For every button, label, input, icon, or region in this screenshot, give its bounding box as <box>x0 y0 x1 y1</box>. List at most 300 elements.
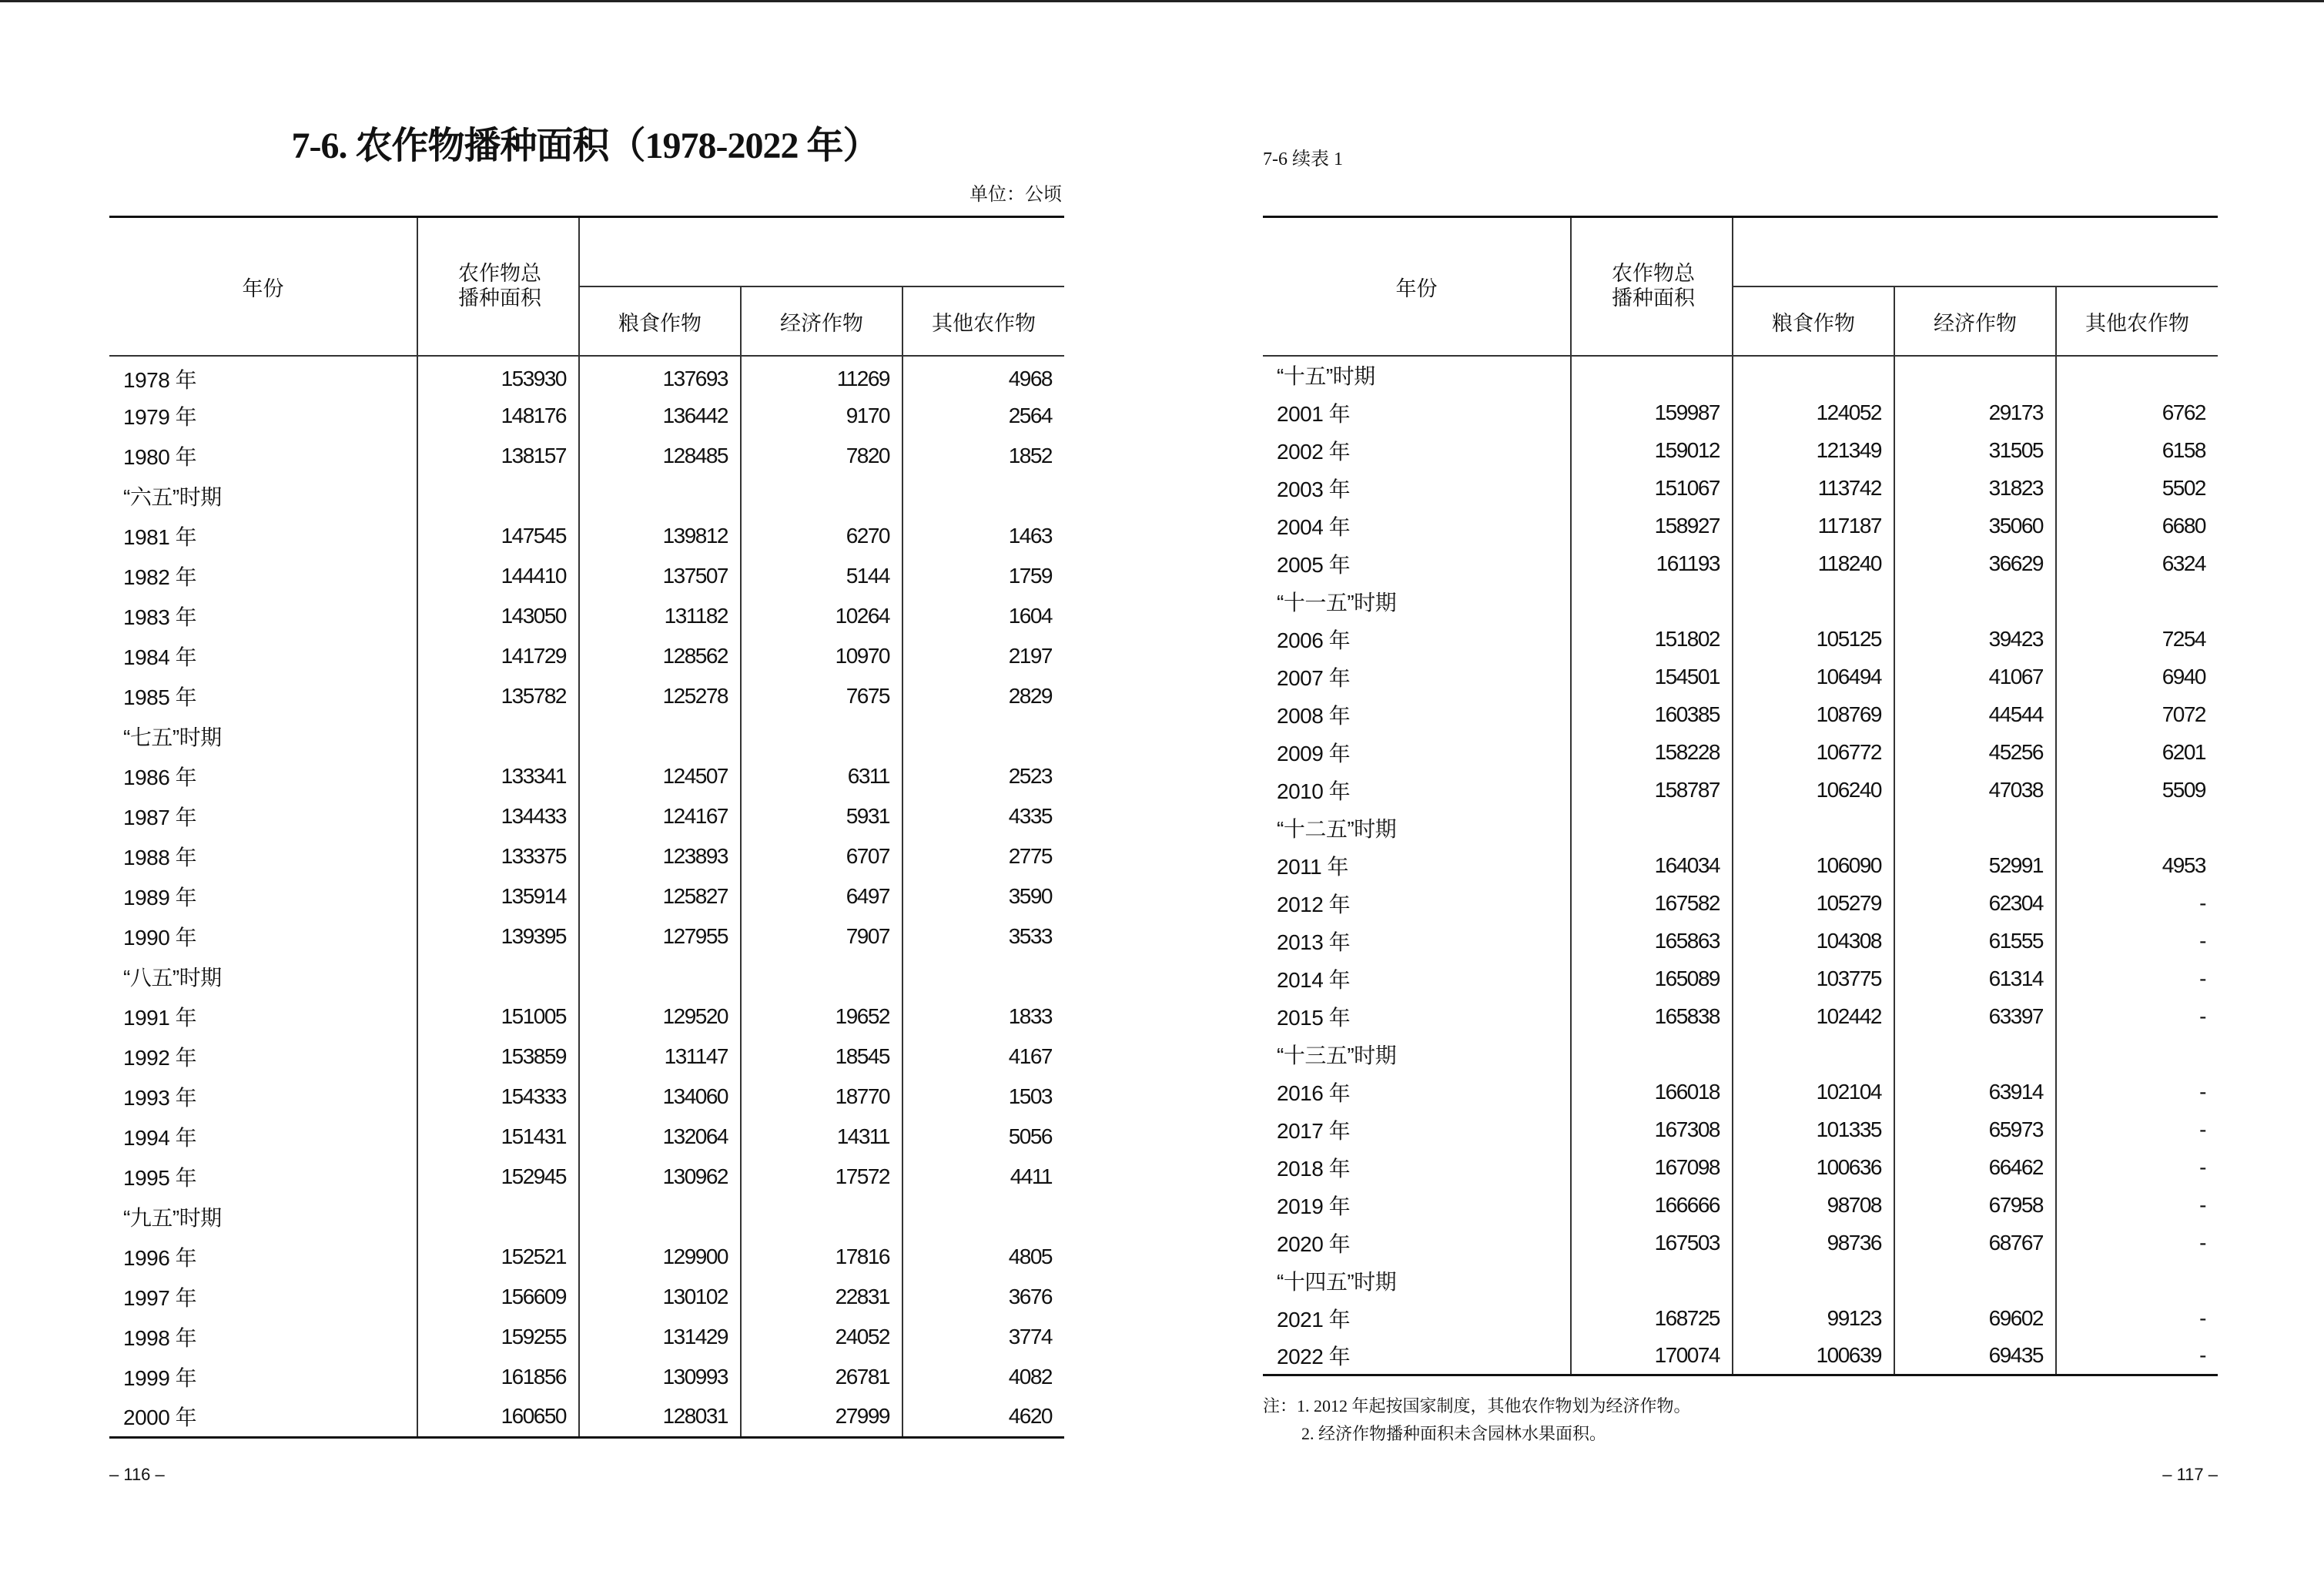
total-area-cell: 165838 <box>1571 997 1733 1035</box>
grain-cell: 130993 <box>579 1357 741 1397</box>
other-crop-cell: 6940 <box>2162 664 2205 688</box>
row-year: 1986 年 <box>109 756 417 796</box>
row-year: 1984 年 <box>109 636 417 676</box>
grain-cell: 131147 <box>579 1037 741 1077</box>
other-crop-cell: 4968 <box>1008 366 1052 390</box>
cash-crop-cell: 7907 <box>741 916 902 956</box>
period-label: “十四五”时期 <box>1263 1261 1571 1299</box>
table-row <box>1263 1299 2218 1337</box>
table-row <box>1263 922 2218 960</box>
other-crop-cell: 4167 <box>1008 1044 1052 1068</box>
row-year: 2006 年 <box>1263 620 1571 658</box>
grain-cell: 125278 <box>579 676 741 716</box>
cash-crop-cell: 17816 <box>741 1237 902 1277</box>
table-body-left <box>109 356 1064 1437</box>
other-crop-cell: 2775 <box>1008 844 1052 868</box>
right-page <box>1162 0 2324 1588</box>
cash-crop-cell: 67958 <box>1894 1186 2056 1224</box>
other-crop-cell: - <box>2199 1192 2205 1217</box>
table-row <box>1263 1337 2218 1375</box>
row-year: 2003 年 <box>1263 469 1571 507</box>
table-row <box>1263 1073 2218 1111</box>
total-area-cell: 139395 <box>417 916 579 956</box>
table-row <box>1263 771 2218 809</box>
cash-crop-cell: 10264 <box>741 596 902 636</box>
period-label: “十三五”时期 <box>1263 1035 1571 1073</box>
row-year: 1989 年 <box>109 876 417 916</box>
total-area-cell: 152521 <box>417 1237 579 1277</box>
total-area-cell: 153930 <box>417 356 579 396</box>
other-crop-cell: 2197 <box>1008 644 1052 668</box>
total-area-cell: 170074 <box>1571 1337 1733 1375</box>
other-crop-cell: - <box>2199 928 2205 953</box>
cash-crop-cell: 14311 <box>741 1117 902 1157</box>
grain-cell: 102442 <box>1733 997 1894 1035</box>
row-year: 1980 年 <box>109 436 417 476</box>
header-total-line1: 农作物总 <box>1612 262 1695 285</box>
table-row <box>1263 469 2218 507</box>
other-crop-cell: 6680 <box>2162 513 2205 538</box>
cash-crop-cell: 6311 <box>741 756 902 796</box>
row-year: 2005 年 <box>1263 544 1571 582</box>
total-area-cell: 165089 <box>1571 960 1733 997</box>
total-area-cell: 151005 <box>417 997 579 1037</box>
grain-cell: 137693 <box>579 356 741 396</box>
grain-cell <box>579 1197 741 1237</box>
grain-cell: 102104 <box>1733 1073 1894 1111</box>
other-crop-cell: 4953 <box>2162 853 2205 877</box>
other-crop-cell: - <box>2056 1337 2218 1375</box>
grain-cell: 131182 <box>579 596 741 636</box>
cash-crop-cell: 18770 <box>741 1077 902 1117</box>
row-year: 2011 年 <box>1263 846 1571 884</box>
table-row <box>1263 1186 2218 1224</box>
grain-cell: 128031 <box>579 1397 741 1437</box>
other-crop-cell <box>902 1197 1064 1237</box>
header-cash: 经济作物 <box>1894 286 2056 356</box>
grain-cell: 106494 <box>1733 658 1894 695</box>
table-row <box>1263 846 2218 884</box>
other-crop-cell: 6158 <box>2162 437 2205 462</box>
total-area-cell: 133341 <box>417 756 579 796</box>
table-row <box>109 396 1064 436</box>
total-area-cell <box>1571 1261 1733 1299</box>
total-area-cell: 164034 <box>1571 846 1733 884</box>
grain-cell: 99123 <box>1733 1299 1894 1337</box>
grain-cell: 118240 <box>1733 544 1894 582</box>
grain-cell: 106772 <box>1733 733 1894 771</box>
table-row <box>1263 1111 2218 1148</box>
grain-cell: 136442 <box>579 396 741 436</box>
table-row <box>109 916 1064 956</box>
cash-crop-cell: 5931 <box>741 796 902 836</box>
cash-crop-cell: 18545 <box>741 1037 902 1077</box>
cash-crop-cell: 7820 <box>741 436 902 476</box>
header-year: 年份 <box>1263 218 1571 356</box>
table-row <box>1263 394 2218 431</box>
row-year: 1994 年 <box>109 1117 417 1157</box>
grain-cell: 129520 <box>579 997 741 1037</box>
period-heading-row <box>1263 1035 2218 1073</box>
table-row <box>109 1397 1064 1437</box>
other-crop-cell: 3590 <box>1008 884 1052 908</box>
row-year: 1990 年 <box>109 916 417 956</box>
cash-crop-cell: 10970 <box>741 636 902 676</box>
other-crop-cell: 1503 <box>1008 1084 1052 1108</box>
row-year: 2007 年 <box>1263 658 1571 695</box>
grain-cell: 106240 <box>1733 771 1894 809</box>
grain-cell: 100636 <box>1733 1148 1894 1186</box>
cash-crop-cell: 24052 <box>741 1317 902 1357</box>
grain-cell: 127955 <box>579 916 741 956</box>
other-crop-cell: 2523 <box>1008 764 1052 788</box>
table-row <box>109 1317 1064 1357</box>
cash-crop-cell: 7675 <box>741 676 902 716</box>
period-heading-row <box>109 1197 1064 1237</box>
grain-cell <box>1733 582 1894 620</box>
total-area-cell: 160385 <box>1571 695 1733 733</box>
table-row <box>109 836 1064 876</box>
cash-crop-cell: 63914 <box>1894 1073 2056 1111</box>
row-year: 2009 年 <box>1263 733 1571 771</box>
total-area-cell: 151067 <box>1571 469 1733 507</box>
total-area-cell <box>1571 582 1733 620</box>
total-area-cell: 144410 <box>417 556 579 596</box>
cash-crop-cell: 27999 <box>741 1397 902 1437</box>
other-crop-cell <box>2056 809 2218 846</box>
total-area-cell: 151802 <box>1571 620 1733 658</box>
row-year: 1988 年 <box>109 836 417 876</box>
other-crop-cell: 7254 <box>2162 626 2205 651</box>
grain-cell: 131429 <box>579 1317 741 1357</box>
other-crop-cell: 3676 <box>1008 1285 1052 1308</box>
period-heading-row <box>109 956 1064 997</box>
total-area-cell: 135914 <box>417 876 579 916</box>
other-crop-cell: 4411 <box>1010 1164 1052 1188</box>
cash-crop-cell <box>741 956 902 997</box>
total-area-cell: 161193 <box>1571 544 1733 582</box>
grain-cell: 113742 <box>1733 469 1894 507</box>
other-crop-cell: - <box>2199 1305 2205 1330</box>
grain-cell: 103775 <box>1733 960 1894 997</box>
other-crop-cell: 5056 <box>1008 1124 1052 1148</box>
grain-cell: 104308 <box>1733 922 1894 960</box>
cash-crop-cell <box>741 716 902 756</box>
row-year: 2010 年 <box>1263 771 1571 809</box>
grain-cell: 124052 <box>1733 394 1894 431</box>
table-row <box>1263 431 2218 469</box>
grain-cell: 117187 <box>1733 507 1894 544</box>
other-crop-cell: 3774 <box>1008 1325 1052 1348</box>
cash-crop-cell: 35060 <box>1894 507 2056 544</box>
grain-cell: 108769 <box>1733 695 1894 733</box>
row-year: 2012 年 <box>1263 884 1571 922</box>
other-crop-cell: 4620 <box>902 1397 1064 1437</box>
total-area-cell: 156609 <box>417 1277 579 1317</box>
grain-cell: 130962 <box>579 1157 741 1197</box>
grain-cell <box>1733 1035 1894 1073</box>
period-label: “九五”时期 <box>109 1197 417 1237</box>
grain-cell: 121349 <box>1733 431 1894 469</box>
total-area-cell: 165863 <box>1571 922 1733 960</box>
cash-crop-cell: 31823 <box>1894 469 2056 507</box>
table-row <box>1263 960 2218 997</box>
row-year: 2021 年 <box>1263 1299 1571 1337</box>
total-area-cell: 159012 <box>1571 431 1733 469</box>
cash-crop-cell <box>1894 582 2056 620</box>
grain-cell: 124507 <box>579 756 741 796</box>
header-total-line2: 播种面积 <box>1612 286 1695 310</box>
cash-crop-cell <box>1894 356 2056 394</box>
total-area-cell: 159255 <box>417 1317 579 1357</box>
total-area-cell <box>1571 809 1733 846</box>
total-area-cell: 158787 <box>1571 771 1733 809</box>
row-year: 2018 年 <box>1263 1148 1571 1186</box>
grain-cell: 128485 <box>579 436 741 476</box>
cash-crop-cell: 6497 <box>741 876 902 916</box>
grain-cell <box>579 956 741 997</box>
cash-crop-cell: 61314 <box>1894 960 2056 997</box>
footnote-2: 2. 经济作物播种面积未含园林水果面积。 <box>1301 1424 1607 1443</box>
other-crop-cell: 5509 <box>2162 777 2205 802</box>
total-area-cell: 151431 <box>417 1117 579 1157</box>
other-crop-cell: 4335 <box>1008 804 1052 828</box>
grain-cell: 105125 <box>1733 620 1894 658</box>
grain-cell: 137507 <box>579 556 741 596</box>
cash-crop-cell <box>741 1197 902 1237</box>
header-grain: 粮食作物 <box>1733 286 1894 356</box>
period-heading-row <box>1263 809 2218 846</box>
other-crop-cell <box>2056 582 2218 620</box>
table-row <box>1263 1224 2218 1261</box>
total-area-cell: 159987 <box>1571 394 1733 431</box>
row-year: 1979 年 <box>109 396 417 436</box>
total-area-cell: 138157 <box>417 436 579 476</box>
grain-cell: 98708 <box>1733 1186 1894 1224</box>
row-year: 1995 年 <box>109 1157 417 1197</box>
period-heading-row <box>109 716 1064 756</box>
row-year: 1982 年 <box>109 556 417 596</box>
period-label: “十五”时期 <box>1263 356 1571 394</box>
cash-crop-cell: 31505 <box>1894 431 2056 469</box>
row-year: 2001 年 <box>1263 394 1571 431</box>
total-area-cell: 154501 <box>1571 658 1733 695</box>
cash-crop-cell: 62304 <box>1894 884 2056 922</box>
cash-crop-cell: 52991 <box>1894 846 2056 884</box>
other-crop-cell: 1604 <box>1008 604 1052 628</box>
period-label: “八五”时期 <box>109 956 417 997</box>
row-year: 2013 年 <box>1263 922 1571 960</box>
table-row <box>1263 733 2218 771</box>
grain-cell <box>1733 356 1894 394</box>
grain-cell: 98736 <box>1733 1224 1894 1261</box>
cash-crop-cell: 47038 <box>1894 771 2056 809</box>
total-area-cell: 167098 <box>1571 1148 1733 1186</box>
table-row <box>109 596 1064 636</box>
table-row <box>109 636 1064 676</box>
other-crop-cell <box>902 476 1064 516</box>
row-year: 1999 年 <box>109 1357 417 1397</box>
total-area-cell: 133375 <box>417 836 579 876</box>
grain-cell: 128562 <box>579 636 741 676</box>
row-year: 2014 年 <box>1263 960 1571 997</box>
period-label: “六五”时期 <box>109 476 417 516</box>
table-row <box>1263 997 2218 1035</box>
row-year: 1993 年 <box>109 1077 417 1117</box>
cash-crop-cell: 9170 <box>741 396 902 436</box>
cash-crop-cell: 66462 <box>1894 1148 2056 1186</box>
grain-cell <box>1733 809 1894 846</box>
other-crop-cell: 2564 <box>1008 404 1052 427</box>
grain-cell: 139812 <box>579 516 741 556</box>
total-area-cell: 152945 <box>417 1157 579 1197</box>
other-crop-cell: - <box>2199 890 2205 915</box>
total-area-cell: 153859 <box>417 1037 579 1077</box>
grain-cell: 125827 <box>579 876 741 916</box>
cash-crop-cell: 29173 <box>1894 394 2056 431</box>
grain-cell: 134060 <box>579 1077 741 1117</box>
total-area-cell: 141729 <box>417 636 579 676</box>
table-row <box>109 436 1064 476</box>
period-label: “七五”时期 <box>109 716 417 756</box>
table-row <box>1263 695 2218 733</box>
grain-cell <box>579 476 741 516</box>
total-area-cell: 166666 <box>1571 1186 1733 1224</box>
other-crop-cell: 4082 <box>1008 1365 1052 1389</box>
cash-crop-cell: 61555 <box>1894 922 2056 960</box>
table-row <box>1263 507 2218 544</box>
other-crop-cell <box>902 716 1064 756</box>
row-year: 2017 年 <box>1263 1111 1571 1148</box>
total-area-cell: 160650 <box>417 1397 579 1437</box>
table-row <box>109 676 1064 716</box>
header-total-line2: 播种面积 <box>458 286 541 310</box>
other-crop-cell <box>2056 1035 2218 1073</box>
row-year: 1983 年 <box>109 596 417 636</box>
period-heading-row <box>1263 582 2218 620</box>
grain-cell: 101335 <box>1733 1111 1894 1148</box>
data-table-right <box>1263 216 2218 1376</box>
total-area-cell <box>1571 1035 1733 1073</box>
other-crop-cell: 1463 <box>1008 524 1052 548</box>
total-area-cell: 158228 <box>1571 733 1733 771</box>
header-total-area <box>1571 218 1733 356</box>
other-crop-cell: 6201 <box>2162 739 2205 764</box>
total-area-cell: 167582 <box>1571 884 1733 922</box>
cash-crop-cell: 69602 <box>1894 1299 2056 1337</box>
row-year: 2004 年 <box>1263 507 1571 544</box>
period-heading-row <box>1263 1261 2218 1299</box>
page-number: – 117 – <box>2162 1465 2218 1484</box>
table-row <box>109 1237 1064 1277</box>
header-total-area <box>417 218 579 356</box>
total-area-cell <box>417 716 579 756</box>
grain-cell: 106090 <box>1733 846 1894 884</box>
other-crop-cell: 1759 <box>1008 564 1052 588</box>
table-row <box>1263 1148 2218 1186</box>
grain-cell: 124167 <box>579 796 741 836</box>
crop-area-table-continued <box>1263 216 2218 1376</box>
total-area-cell: 167503 <box>1571 1224 1733 1261</box>
header-grain: 粮食作物 <box>579 286 741 356</box>
total-area-cell: 168725 <box>1571 1299 1733 1337</box>
other-crop-cell: 6762 <box>2162 400 2205 424</box>
cash-crop-cell: 63397 <box>1894 997 2056 1035</box>
other-crop-cell: - <box>2199 1230 2205 1255</box>
cash-crop-cell: 69435 <box>1894 1337 2056 1375</box>
row-year: 1992 年 <box>109 1037 417 1077</box>
row-year: 1981 年 <box>109 516 417 556</box>
footnotes <box>1263 1392 1691 1448</box>
grain-cell: 100639 <box>1733 1337 1894 1375</box>
row-year: 1991 年 <box>109 997 417 1037</box>
table-row <box>109 1157 1064 1197</box>
cash-crop-cell <box>741 476 902 516</box>
header-cash: 经济作物 <box>741 286 902 356</box>
table-row <box>109 1277 1064 1317</box>
page-number: – 116 – <box>109 1465 165 1484</box>
cash-crop-cell: 45256 <box>1894 733 2056 771</box>
table-row <box>109 1037 1064 1077</box>
cash-crop-cell: 68767 <box>1894 1224 2056 1261</box>
table-row <box>109 756 1064 796</box>
row-year: 1998 年 <box>109 1317 417 1357</box>
period-heading-row <box>109 476 1064 516</box>
grain-cell: 129900 <box>579 1237 741 1277</box>
cash-crop-cell: 17572 <box>741 1157 902 1197</box>
unit-label: 单位：公顷 <box>969 185 1062 205</box>
grain-cell <box>579 716 741 756</box>
data-table-left <box>109 216 1064 1439</box>
table-body-right <box>1263 356 2218 1375</box>
other-crop-cell: - <box>2199 1154 2205 1179</box>
row-year: 1997 年 <box>109 1277 417 1317</box>
other-crop-cell <box>2056 356 2218 394</box>
table-row <box>109 1117 1064 1157</box>
total-area-cell: 135782 <box>417 676 579 716</box>
page-title: 7-6. 农作物播种面积（1978-2022 年） <box>291 126 879 166</box>
total-area-cell: 148176 <box>417 396 579 436</box>
cash-crop-cell: 65973 <box>1894 1111 2056 1148</box>
row-year: 2002 年 <box>1263 431 1571 469</box>
table-row <box>109 997 1064 1037</box>
other-crop-cell: 4805 <box>1008 1245 1052 1268</box>
cash-crop-cell <box>1894 809 2056 846</box>
crop-area-table <box>109 216 1064 1439</box>
total-area-cell <box>417 1197 579 1237</box>
continuation-title: 7-6 续表 1 <box>1263 149 1343 169</box>
cash-crop-cell: 6707 <box>741 836 902 876</box>
total-area-cell: 147545 <box>417 516 579 556</box>
table-row <box>1263 884 2218 922</box>
table-row <box>1263 658 2218 695</box>
grain-cell: 123893 <box>579 836 741 876</box>
header-spacer <box>579 218 1064 286</box>
total-area-cell <box>417 956 579 997</box>
table-row <box>109 1357 1064 1397</box>
table-row <box>109 556 1064 596</box>
header-other: 其他农作物 <box>902 286 1064 356</box>
header-spacer <box>1733 218 2218 286</box>
footnote-1: 注：1. 2012 年起按国家制度，其他农作物划为经济作物。 <box>1263 1396 1691 1415</box>
other-crop-cell <box>902 956 1064 997</box>
row-year: 1978 年 <box>109 356 417 396</box>
cash-crop-cell: 11269 <box>741 356 902 396</box>
cash-crop-cell: 22831 <box>741 1277 902 1317</box>
total-area-cell: 166018 <box>1571 1073 1733 1111</box>
cash-crop-cell <box>1894 1035 2056 1073</box>
period-label: “十二五”时期 <box>1263 809 1571 846</box>
